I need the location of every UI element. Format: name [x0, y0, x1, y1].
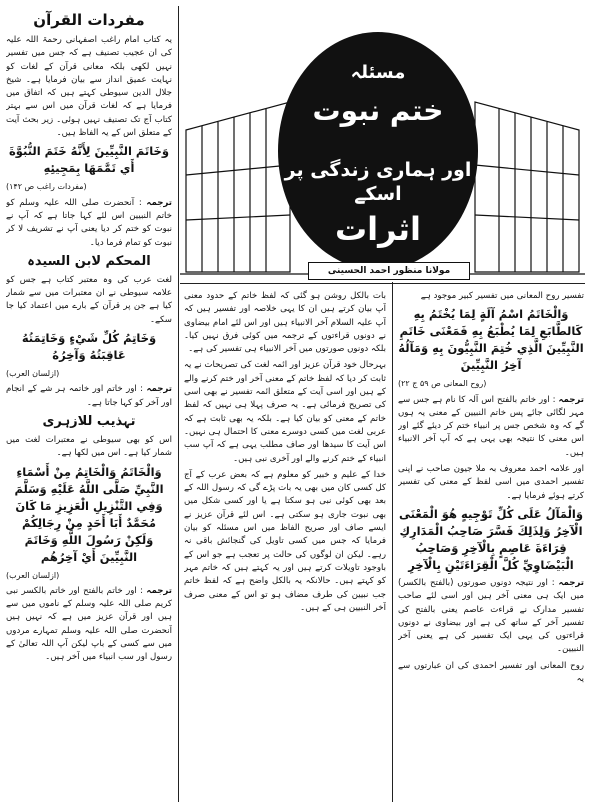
banner-bottom-rule: [180, 283, 585, 284]
banner-subtitle: اور ہماری زندگی پر اسکے: [284, 159, 472, 205]
translation-paragraph: ترجمہ : اور خاتم بالفتح اور خاتم بالکسر نبی کریم صلی اللہ علیہ وسلم کے ناموں میں سے ہیں اور قرآن عزیز میں ہے کہ نہیں ہیں آنحضرت صلی اللہ علیہ وسلم تمہارے مردوں میں سے کسی کے باپ لیکن آپ اللہ تعالیٰ کے رسول اور سب انبیاء میں آخر ہیں۔: [6, 585, 172, 663]
section-heading: مفردات القرآن: [33, 11, 145, 29]
translation-text: اور خاتم بالفتح اس آلہ کا نام ہے جس سے مہر لگائی جائے پس خاتم النبیین کے معنی یہ ہوں گے کہ وہ شخص جس پر انبیاء ختم کر دیئے گئے اور اس معنی کا نتیجہ بھی یہی ہے کہ آپ آخر الانبیاء ہیں۔: [398, 394, 584, 458]
translation-text: آنحضرت صلی اللہ علیہ وسلم کو خاتم النبیین اس لئے کہا جاتا ہے کہ آپ نے نبوت کو ختم کر دیا یعنی آپ نے تشریف لا کر نبوت کو تمام فرما دیا۔: [6, 197, 172, 248]
reference: (مفردات راغب ص ۱۴۲): [6, 182, 87, 192]
translation-label: ترجمہ: [558, 394, 584, 405]
arabic-quote: وَالْمَآلُ عَلَى كُلِّ تَوْجِيهٍ هُوَ الْمَعْنَى الْآخِرُ وَلِذَلِكَ فَسَّرَ صَاحِبُ الْمَدَارِكِ قِرَاءَةَ عَاصِمٍ بِالْآخِرِ وَصَاحِبُ الْبَيْضَاوِيِّ كُلَّ الْقِرَاءَتَيْنِ بِالْآخِرِ: [398, 506, 584, 572]
translation-paragraph: ترجمہ : اور خاتم اور خاتمہ ہر شے کے انجام اور آخر کو کہا جاتا ہے۔: [6, 384, 172, 408]
reference: (ازلسان العرب): [6, 369, 60, 379]
translation-text: اور خاتم اور خاتمہ ہر شے کے انجام اور آخر کو کہا جاتا ہے۔: [6, 384, 172, 408]
translation-text: اور نتیجہ دونوں صورتوں (بالفتح بالکسر) میں ایک ہی معنی آخر ہیں اور اسی لئے صاحب تفسیر مدارک نے قراءت عاصم یعنی بالفتح کی تفسیر آخر کے ساتھ کی ہے اور بیضاوی نے دونوں قراءتوں کی یہی ایک تفسیر کی ہے یعنی آخر النبیین۔: [398, 577, 584, 655]
body-paragraph: روح المعانی اور تفسیر احمدی کی ان عبارتوں سے یہ: [398, 660, 584, 685]
article-banner: [180, 10, 585, 282]
reference: (روح المعانی ص ۵۹ ج ۲۲): [398, 379, 487, 389]
banner-topline: مسئلہ: [350, 62, 406, 83]
body-paragraph: اور علامہ احمد معروف بہ ملا جیون صاحب نے اپنی تفسیر احمدی میں اسی لفظ کے معنی کی تفسیر کرتے ہوئے فرمایا ہے۔: [398, 464, 584, 501]
translation-paragraph: ترجمہ : اور نتیجہ دونوں صورتوں (بالفتح بالکسر) میں ایک ہی معنی آخر ہیں اور اسی لئے صاحب تفسیر مدارک نے قراءت عاصم یعنی بالفتح کی تفسیر آخر کے ساتھ کی ہے اور بیضاوی نے دونوں قراءتوں کی یہی ایک تفسیر کی ہے یعنی آخر النبیین۔: [398, 577, 584, 655]
banner-bottom-title: اثرات: [334, 210, 421, 248]
reference: (ازلسان العرب): [6, 570, 60, 580]
subheading: تہذیب للازہری: [42, 413, 136, 429]
arabic-quote: وَالْخَاتَمُ اسْمُ آلَةٍ لِمَا يُخْتَمُ بِهِ كَالطَّابَعِ لِمَا يُطْبَعُ بِهِ فَمَعْنَى خَاتَمِ النَّبِيِّينَ الَّذِي خُتِمَ النَّبِيُّونَ بِهِ وَمَآلُهُ آخِرُ النَّبِيِّينَ: [398, 307, 584, 373]
translation-paragraph: ترجمہ : اور خاتم بالفتح اس آلہ کا نام ہے جس سے مہر لگائی جائے پس خاتم النبیین کے معنی یہ ہوں گے کہ وہ شخص جس پر انبیاء ختم کر دیئے گئے اور اس معنی کا نتیجہ بھی یہی ہے کہ آپ آخر الانبیاء ہیں۔: [398, 394, 584, 458]
arabic-quote: وَخَاتِمُ كُلِّ شَيْءٍ وَخَاتِمَتُهُ عَاقِبَتُهُ وَآخِرُهُ: [21, 331, 157, 363]
translation-text: اور خاتم بالفتح اور خاتم بالکسر نبی کریم صلی اللہ علیہ وسلم کے ناموں میں سے ہیں اور قرآن عزیز میں ہے کہ نہیں ہیں آنحضرت صلی اللہ علیہ وسلم تمہارے مردوں میں سے کسی کے باپ لیکن آپ اللہ تعالیٰ کے رسول اور سب انبیاء میں آخر ہیں۔: [6, 585, 172, 663]
body-paragraph: خدا کے علیم و خبیر کو معلوم ہے کہ بعض عرب کے آج کل کسی کان میں بھی یہ بات پڑے گی کہ رسول اللہ کے بعد بھی کوئی نبی ہو سکتا ہے یا اور کسی شکل میں بھی نبوت جاری ہو سکتی ہے۔ اس لئے قرآن عزیز نے ایسے صاف اور صریح الفاظ میں اس مسئلہ کو بیان فرمایا کہ جس میں کسی تاویل کی گنجائش باقی نہ رہے۔ لیکن ان لوگوں کی حالت پر تعجب ہے جو اس کے باوجود تاویلات کرتے ہیں اور یہ کہتے ہیں کہ خاتم مہر کو کہتے ہیں۔ حالانکہ یہ بالکل واضح ہے کہ لفظ خاتم جب نبیین کی طرف مضاف ہو تو اس کے معنی صرف آخر النبیین ہی کے ہیں۔: [184, 469, 386, 613]
translation-paragraph: ترجمہ : آنحضرت صلی اللہ علیہ وسلم کو خاتم النبیین اس لئے کہا جاتا ہے کہ آپ نے نبوت کو ختم کر دیا یعنی آپ نے تشریف لا کر نبوت کو تمام فرما دیا۔: [6, 197, 172, 248]
translation-label: ترجمہ: [146, 585, 172, 596]
right-column: [398, 290, 584, 802]
right-column-divider: [392, 282, 393, 802]
arabic-quote: وَخَاتَمَ النَّبِيِّينَ لِأَنَّهُ خَتَمَ النُّبُوَّةَ أَي تَمَّمَهَا بِمَجِيئِهِ: [9, 144, 169, 176]
translation-label: ترجمہ: [146, 197, 172, 208]
title-oval: [278, 32, 478, 270]
left-column-divider: [178, 6, 179, 802]
arabic-quote: وَالْخَاتَمُ وَالْخَاتِمُ مِنْ أَسْمَاءِ النَّبِيِّ صَلَّى اللَّهُ عَلَيْهِ وَسَلَّمَ وَفِي التَّنْزِيلِ الْعَزِيزِ مَا كَانَ مُحَمَّدٌ أَبَا أَحَدٍ مِنْ رِجَالِكُمْ وَلَكِنْ رَسُولَ اللَّهِ وَخَاتَمَ النَّبِيِّينَ أَيْ آخِرُهُم: [14, 464, 164, 564]
middle-column: [184, 290, 386, 802]
banner-title: ختم نبوت: [312, 94, 444, 127]
intro-paragraph: یہ کتاب امام راغب اصفہانی رحمۃ اللہ علیہ کی ان عجیب تصنیف ہے کہ جس میں تفسیر نہیں لکھی بلکہ معانی قرآن کے لغات کو نہایت عمیق انداز سے بیان فرمایا ہے۔ شیخ جلال الدین سیوطی کہتے ہیں کہ اتفاق میں فرمایا ہے کہ لغات قرآن میں اس سے بہتر کتاب آج تک تصنیف نہیں ہوئی۔ زیر بحث آیت کے متعلق اس کے یہ الفاظ ہیں۔: [6, 35, 172, 139]
translation-label: ترجمہ: [146, 384, 172, 395]
author-byline: مولانا منظور احمد الحسینی: [308, 262, 470, 280]
body-paragraph: اس کو بھی سیوطی نے معتبرات لغت میں شمار کیا ہے۔ اس میں لکھا ہے۔: [6, 434, 172, 459]
translation-label: ترجمہ: [558, 577, 584, 588]
body-paragraph: بات بالکل روشن ہو گئی کہ لفظ خاتم کے حدود معنی آپ بیان کرتے ہیں ان کا یہی خلاصہ اور تفسیر ہیں کہ آپ علیہ السلام آخر الانبیاء ہیں اور اس لئے امام بیضاوی نے دونوں قراءتوں کے ترجمہ میں کوئی فرق نہیں کیا۔ بلکہ دونوں صورتوں میں آخر الانبیاء ہی تفسیر کی ہے۔: [184, 291, 386, 355]
subheading: المحکم لابن السیدہ: [27, 253, 151, 269]
body-paragraph: بہرحال خود قرآن عزیز اور ائمہ لغت کی تصریحات نے یہ ثابت کر دیا کہ لفظ خاتم کے معنی آخر اور ختم کرنے والے کے ہیں اور اسی آیت کے متعلق ائمہ تفسیر نے بھی اسی کی تصریح فرمائی ہے۔ یہ صرف پہلا ہی نہیں کہ لفظ خاتم کے معنی کو بیان کیا ہے۔ بلکہ یہ بھی ثابت ہے کہ عربی لغت میں کسی دوسرے معنی کا احتمال ہی نہیں۔ اس آیت کا سیدھا اور صاف مطلب یہی ہے کہ آپ سب انبیاء کے ختم کرنے والے اور آخری نبی ہیں۔: [184, 360, 386, 464]
body-paragraph: تفسیر روح المعانی میں تفسیر کبیر موجود ہے: [420, 291, 584, 301]
left-column: [6, 8, 172, 802]
body-paragraph: لغت عرب کی وہ معتبر کتاب ہے جس کو علامہ سیوطی نے ان معتبرات میں سے شمار کیا ہے جن پر قرآن کے بارے میں اعتماد کیا جا سکے۔: [6, 274, 172, 325]
